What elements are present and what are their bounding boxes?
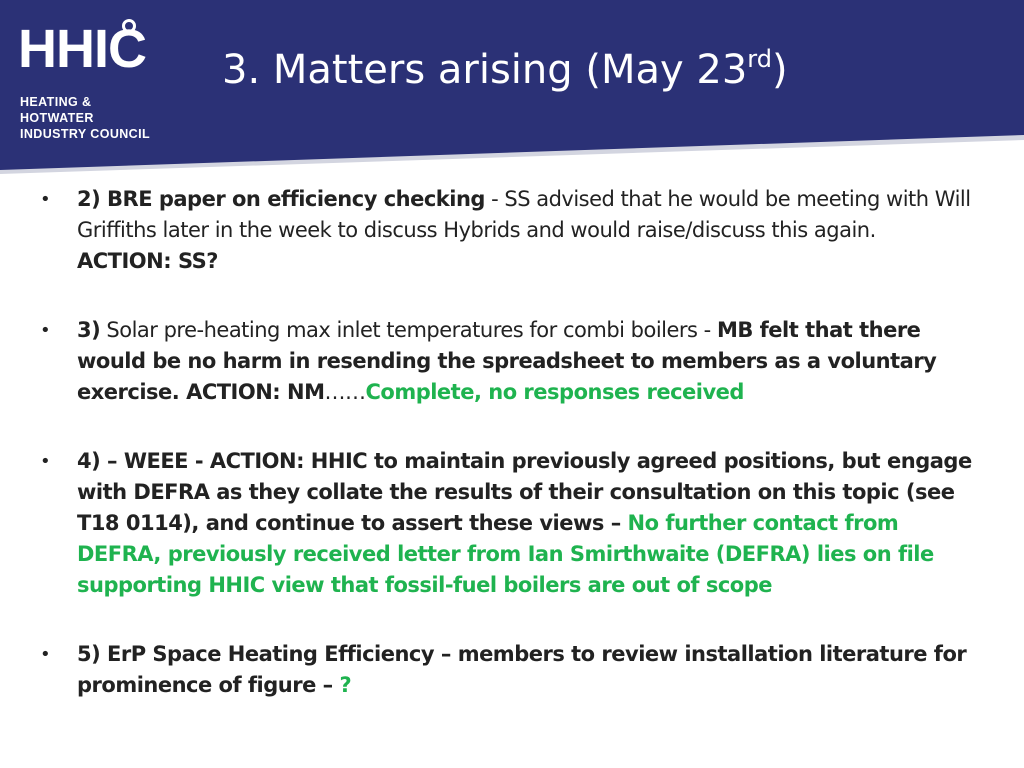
logo-subtitle [20, 94, 168, 142]
bullet-icon: • [40, 320, 51, 341]
item-number: 3) [77, 318, 101, 342]
logo-subtitle-line1: HEATING & HOTWATER [20, 95, 94, 125]
list-item-3 [0, 315, 1024, 408]
item-status: ? [339, 673, 352, 697]
logo-ring-icon [122, 19, 136, 33]
item-text [77, 315, 974, 408]
bullet-icon: • [40, 451, 51, 472]
item-decision: MB felt that there would be no harm in resending the spreadsheet to members as a voluntary exercise. ACTION: NM [77, 318, 937, 404]
item-body: Solar pre-heating max inlet temperatures for combi boilers - [100, 318, 717, 342]
item-heading: 2) BRE paper on efficiency checking [77, 187, 485, 211]
bullet-list [0, 184, 1024, 701]
item-status: No further contact from DEFRA, previously received letter from Ian Smirthwaite (DEFRA) lies on file supporting HHIC view that fossil-fuel boilers are out of scope [77, 511, 934, 597]
item-text [77, 184, 974, 277]
page-title [222, 44, 788, 96]
list-item-4 [0, 446, 1024, 601]
list-item-5 [0, 639, 1024, 701]
bullet-icon: • [40, 189, 51, 210]
item-action: ACTION: SS? [77, 249, 218, 273]
item-action: 4) – WEEE - ACTION: HHIC to maintain previously agreed positions, but engage with DEFRA as they collate the results of their consultation on this topic (see T18 0114), and continue to assert these views – [77, 449, 972, 535]
title-superscript: rd [747, 45, 772, 73]
item-status: Complete, no responses received [365, 380, 744, 404]
item-action: 5) ErP Space Heating Efficiency – members to review installation literature for prominence of figure – [77, 642, 967, 697]
list-item-2 [0, 184, 1024, 277]
item-dots: …… [324, 380, 366, 404]
bullet-icon: • [40, 644, 51, 665]
title-close: ) [771, 47, 788, 93]
title-main: 3. Matters arising (May 23 [222, 47, 748, 93]
item-body: - SS advised that he would be meeting with Will Griffiths later in the week to discuss Hybrids and would raise/discuss this again. [77, 187, 971, 242]
item-text [77, 639, 974, 701]
logo-subtitle-line2: INDUSTRY COUNCIL [20, 127, 151, 141]
logo-wordmark: HHIC [18, 19, 146, 79]
hhic-logo [18, 18, 168, 141]
item-text [77, 446, 974, 601]
